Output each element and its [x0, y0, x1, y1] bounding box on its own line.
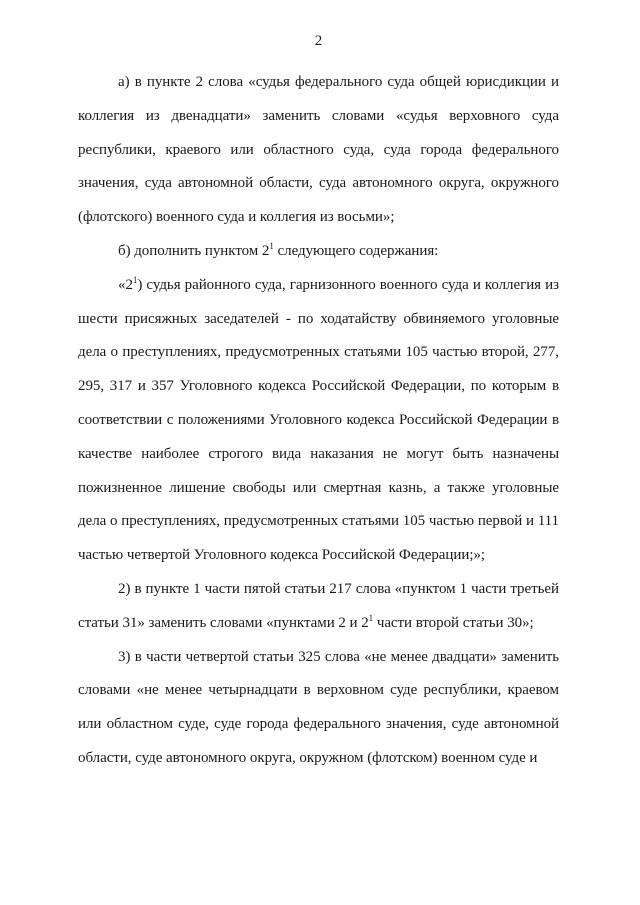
- page-number: 2: [314, 33, 323, 49]
- paragraph-item-3: [78, 641, 559, 776]
- paragraph-item-2-1: [78, 269, 559, 573]
- paragraph-item-2-1-text-after: ) судья районного суда, гарнизонного военного суда и коллегия из шести присяжных заседателей - по ходатайству обвиняемого уголовные дела о преступлениях, предусмотренных статьями 105 частью второй, 277, 295, 317 и 357 Уголовного кодекса Российской Федерации, по которым в соответствии с положениями Уголовного кодекса Российской Федерации в качестве наиболее строгого вида наказания не могут быть назначены пожизненное лишение свободы или смертная казнь, а также уголовные дела о преступлениях, предусмотренных статьями 105 частью первой и 111 частью четвертой Уголовного кодекса Российской Федерации;»;: [78, 276, 559, 564]
- paragraph-b-superscript: 1: [269, 240, 274, 251]
- paragraph-item-2-text-before: 2) в пункте 1 части пятой статьи 217 слова «пунктом 1 части третьей статьи 31» заменить словами «пунктами 2 и 2: [78, 580, 559, 631]
- paragraph-b-text-before: б) дополнить пунктом 2: [118, 242, 270, 259]
- paragraph-item-2: [78, 573, 559, 641]
- paragraph-item-2-1-superscript: 1: [132, 274, 138, 285]
- document-page: [78, 26, 559, 776]
- paragraph-a: [78, 66, 559, 235]
- paragraph-item-2-1-text-before: «2: [118, 276, 133, 293]
- paragraph-item-2-superscript: 1: [368, 612, 374, 623]
- paragraph-b: [78, 235, 559, 269]
- paragraph-item-2-text-after: части второй статьи 30»;: [373, 614, 534, 631]
- paragraph-a-text: а) в пункте 2 слова «судья федерального суда общей юрисдикции и коллегия из двенадцати» заменить словами «судья верховного суда республики, краевого или областного суда, суда города федерального значения, суда автономной области, суда автономного округа, окружного (флотского) военного суда и коллегия из восьми»;: [78, 74, 559, 226]
- paragraph-item-3-text: 3) в части четвертой статьи 325 слова «не менее двадцати» заменить словами «не менее четырнадцати в верховном суде республики, краевом или областном суде, суде города федерального значения, суде автономной области, суде автономного округа, окружном (флотском) военном суде и: [78, 648, 559, 766]
- paragraph-b-text-after: следующего содержания:: [273, 242, 439, 259]
